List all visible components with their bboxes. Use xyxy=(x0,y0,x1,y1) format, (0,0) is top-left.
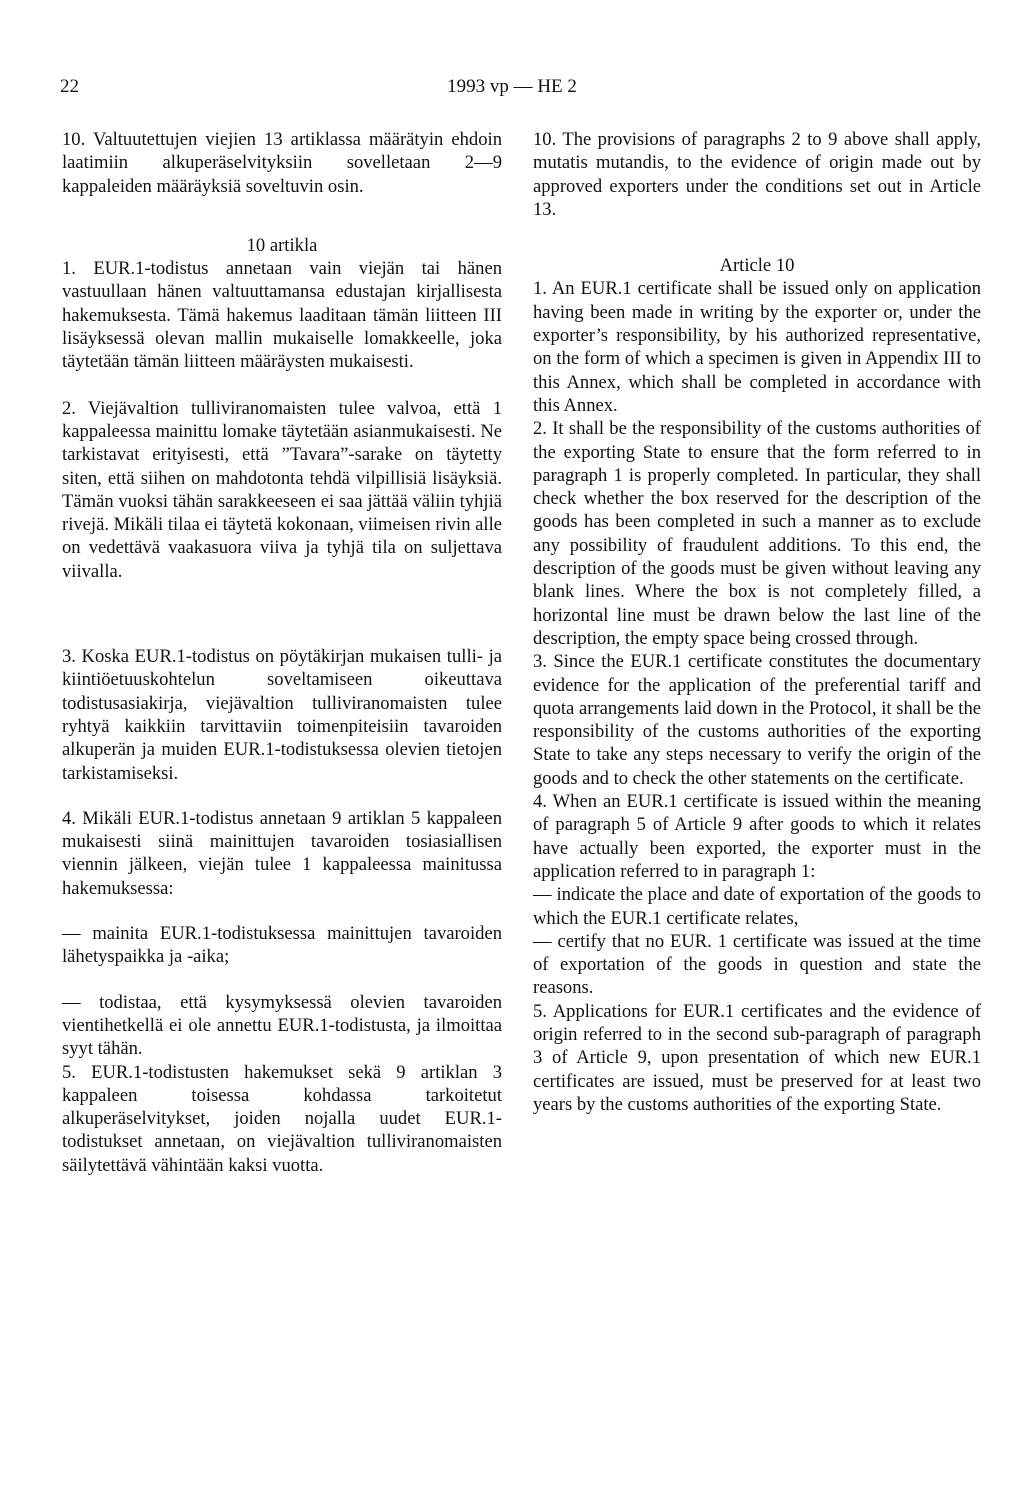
en-paragraph-5: 5. Applications for EUR.1 certificates and the evidence of origin referred to in the second sub-paragraph of paragraph 3 of Article 9, upon presentation of which new EUR.1 certificates are issued, must be preserved for at least two years by the customs authorities of the exporting State. xyxy=(533,1000,981,1115)
fi-paragraph-2: 2. Viejävaltion tulliviranomaisten tulee valvoa, että 1 kappaleessa mainittu lomake täytetään asianmukaisesti. Ne tarkistavat erityisesti, että ”Tavara”-sarake on täytetty siten, että siihen on mahdotonta tehdä vilpillisiä lisäyksiä. Tämän vuoksi tähän sarakkeeseen ei saa jättää väliin tyhjiä rivejä. Mikäli tilaa ei täytetä kokonaan, viimeisen rivin alle on vedettävä vaakasuora viiva ja tyhjä tila on suljettava viivalla. xyxy=(62,397,502,582)
fi-paragraph-4-item-b: — todistaa, että kysymyksessä olevien tavaroiden vientihetkellä ei ole annettu EUR.1-todistusta, ja ilmoittaa syyt tähän. xyxy=(62,991,502,1060)
finnish-column xyxy=(62,128,502,1177)
running-title: 1993 vp — HE 2 xyxy=(447,76,577,97)
fi-article-heading: 10 artikla xyxy=(246,234,318,256)
page-number: 22 xyxy=(60,76,79,97)
en-paragraph-2: 2. It shall be the responsibility of the customs authorities of the exporting State to ensure that the form referred to in paragraph 1 is properly completed. In particular, they shall check whether the box reserved for the description of the goods has been completed in such a manner as to exclude any possibility of fraudulent additions. To this end, the description of the goods must be given without leaving any blank lines. Where the box is not completely filled, a horizontal line must be drawn below the last line of the description, the empty space being crossed through. xyxy=(533,418,981,649)
en-paragraph-1: 1. An EUR.1 certificate shall be issued only on application having been made in writing by the exporter or, under the exporter’s responsibility, by his authorized representative, on the form of which a specimen is given in Appendix III to this Annex, which shall be completed in accordance with this Annex. xyxy=(533,278,981,416)
fi-paragraph-10: 10. Valtuutettujen viejien 13 artiklassa määrätyin ehdoin laatimiin alkuperäselvityksiin sovelletaan 2—9 kappaleiden määräyksiä soveltuvin osin. xyxy=(62,129,502,197)
en-paragraph-3: 3. Since the EUR.1 certificate constitutes the documentary evidence for the application of the preferential tariff and quota arrangements laid down in the Protocol, it shall be the responsibility of the customs authorities of the exporting State to take any steps necessary to verify the origin of the goods and to check the other statements on the certificate. xyxy=(533,651,981,789)
fi-paragraph-3: 3. Koska EUR.1-todistus on pöytäkirjan mukaisen tulli- ja kiintiöetuuskohtelun soveltamiseen oikeuttava todistusasiakirja, viejävaltion tulliviranomaisten tulee ryhtyä kaikkiin tarvittaviin toimenpiteisiin tavaroiden alkuperän ja muiden EUR.1-todistuksessa olevien tietojen tarkistamiseksi. xyxy=(62,646,502,784)
en-paragraph-4-item-b: — certify that no EUR. 1 certificate was issued at the time of exportation of the goods in question and state the reasons. xyxy=(533,930,981,999)
en-paragraph-4: 4. When an EUR.1 certificate is issued within the meaning of paragraph 5 of Article 9 after goods to which it relates have actually been exported, the exporter must in the application referred to in paragraph 1: xyxy=(533,791,981,882)
page-header xyxy=(0,72,1024,102)
fi-paragraph-5: 5. EUR.1-todistusten hakemukset sekä 9 artiklan 3 kappaleen toisessa kohdassa tarkoitetut alkuperäselvitykset, joiden nojalla uudet EUR.1-todistukset annetaan, on viejävaltion tulliviranomaisten säilytettävä vähintään kaksi vuotta. xyxy=(62,1061,502,1176)
english-column xyxy=(533,128,981,1116)
en-paragraph-10: 10. The provisions of paragraphs 2 to 9 above shall apply, mutatis mutandis, to the evidence of origin made out by approved exporters under the conditions set out in Article 13. xyxy=(533,129,981,220)
fi-paragraph-1: 1. EUR.1-todistus annetaan vain viejän tai hänen vastuullaan hänen valtuuttamansa edustajan kirjallisesta hakemuksesta. Tämä hakemus laaditaan tämän liitteen III lisäyksessä olevan mallin mukaiselle lomakkeelle, joka täytetään tämän liitteen määräysten mukaisesti. xyxy=(62,258,502,373)
fi-paragraph-4-item-a: — mainita EUR.1-todistuksessa mainittujen tavaroiden lähetyspaikka ja -aika; xyxy=(62,923,502,968)
en-paragraph-4-item-a: — indicate the place and date of exportation of the goods to which the EUR.1 certificate relates, xyxy=(533,884,981,929)
fi-paragraph-4: 4. Mikäli EUR.1-todistus annetaan 9 artiklan 5 kappaleen mukaisesti siinä mainittujen tavaroiden tosiasiallisen viennin jälkeen, viejän tulee 1 kappaleessa mainitussa hakemuksessa: xyxy=(62,807,502,899)
en-article-heading: Article 10 xyxy=(719,255,795,277)
